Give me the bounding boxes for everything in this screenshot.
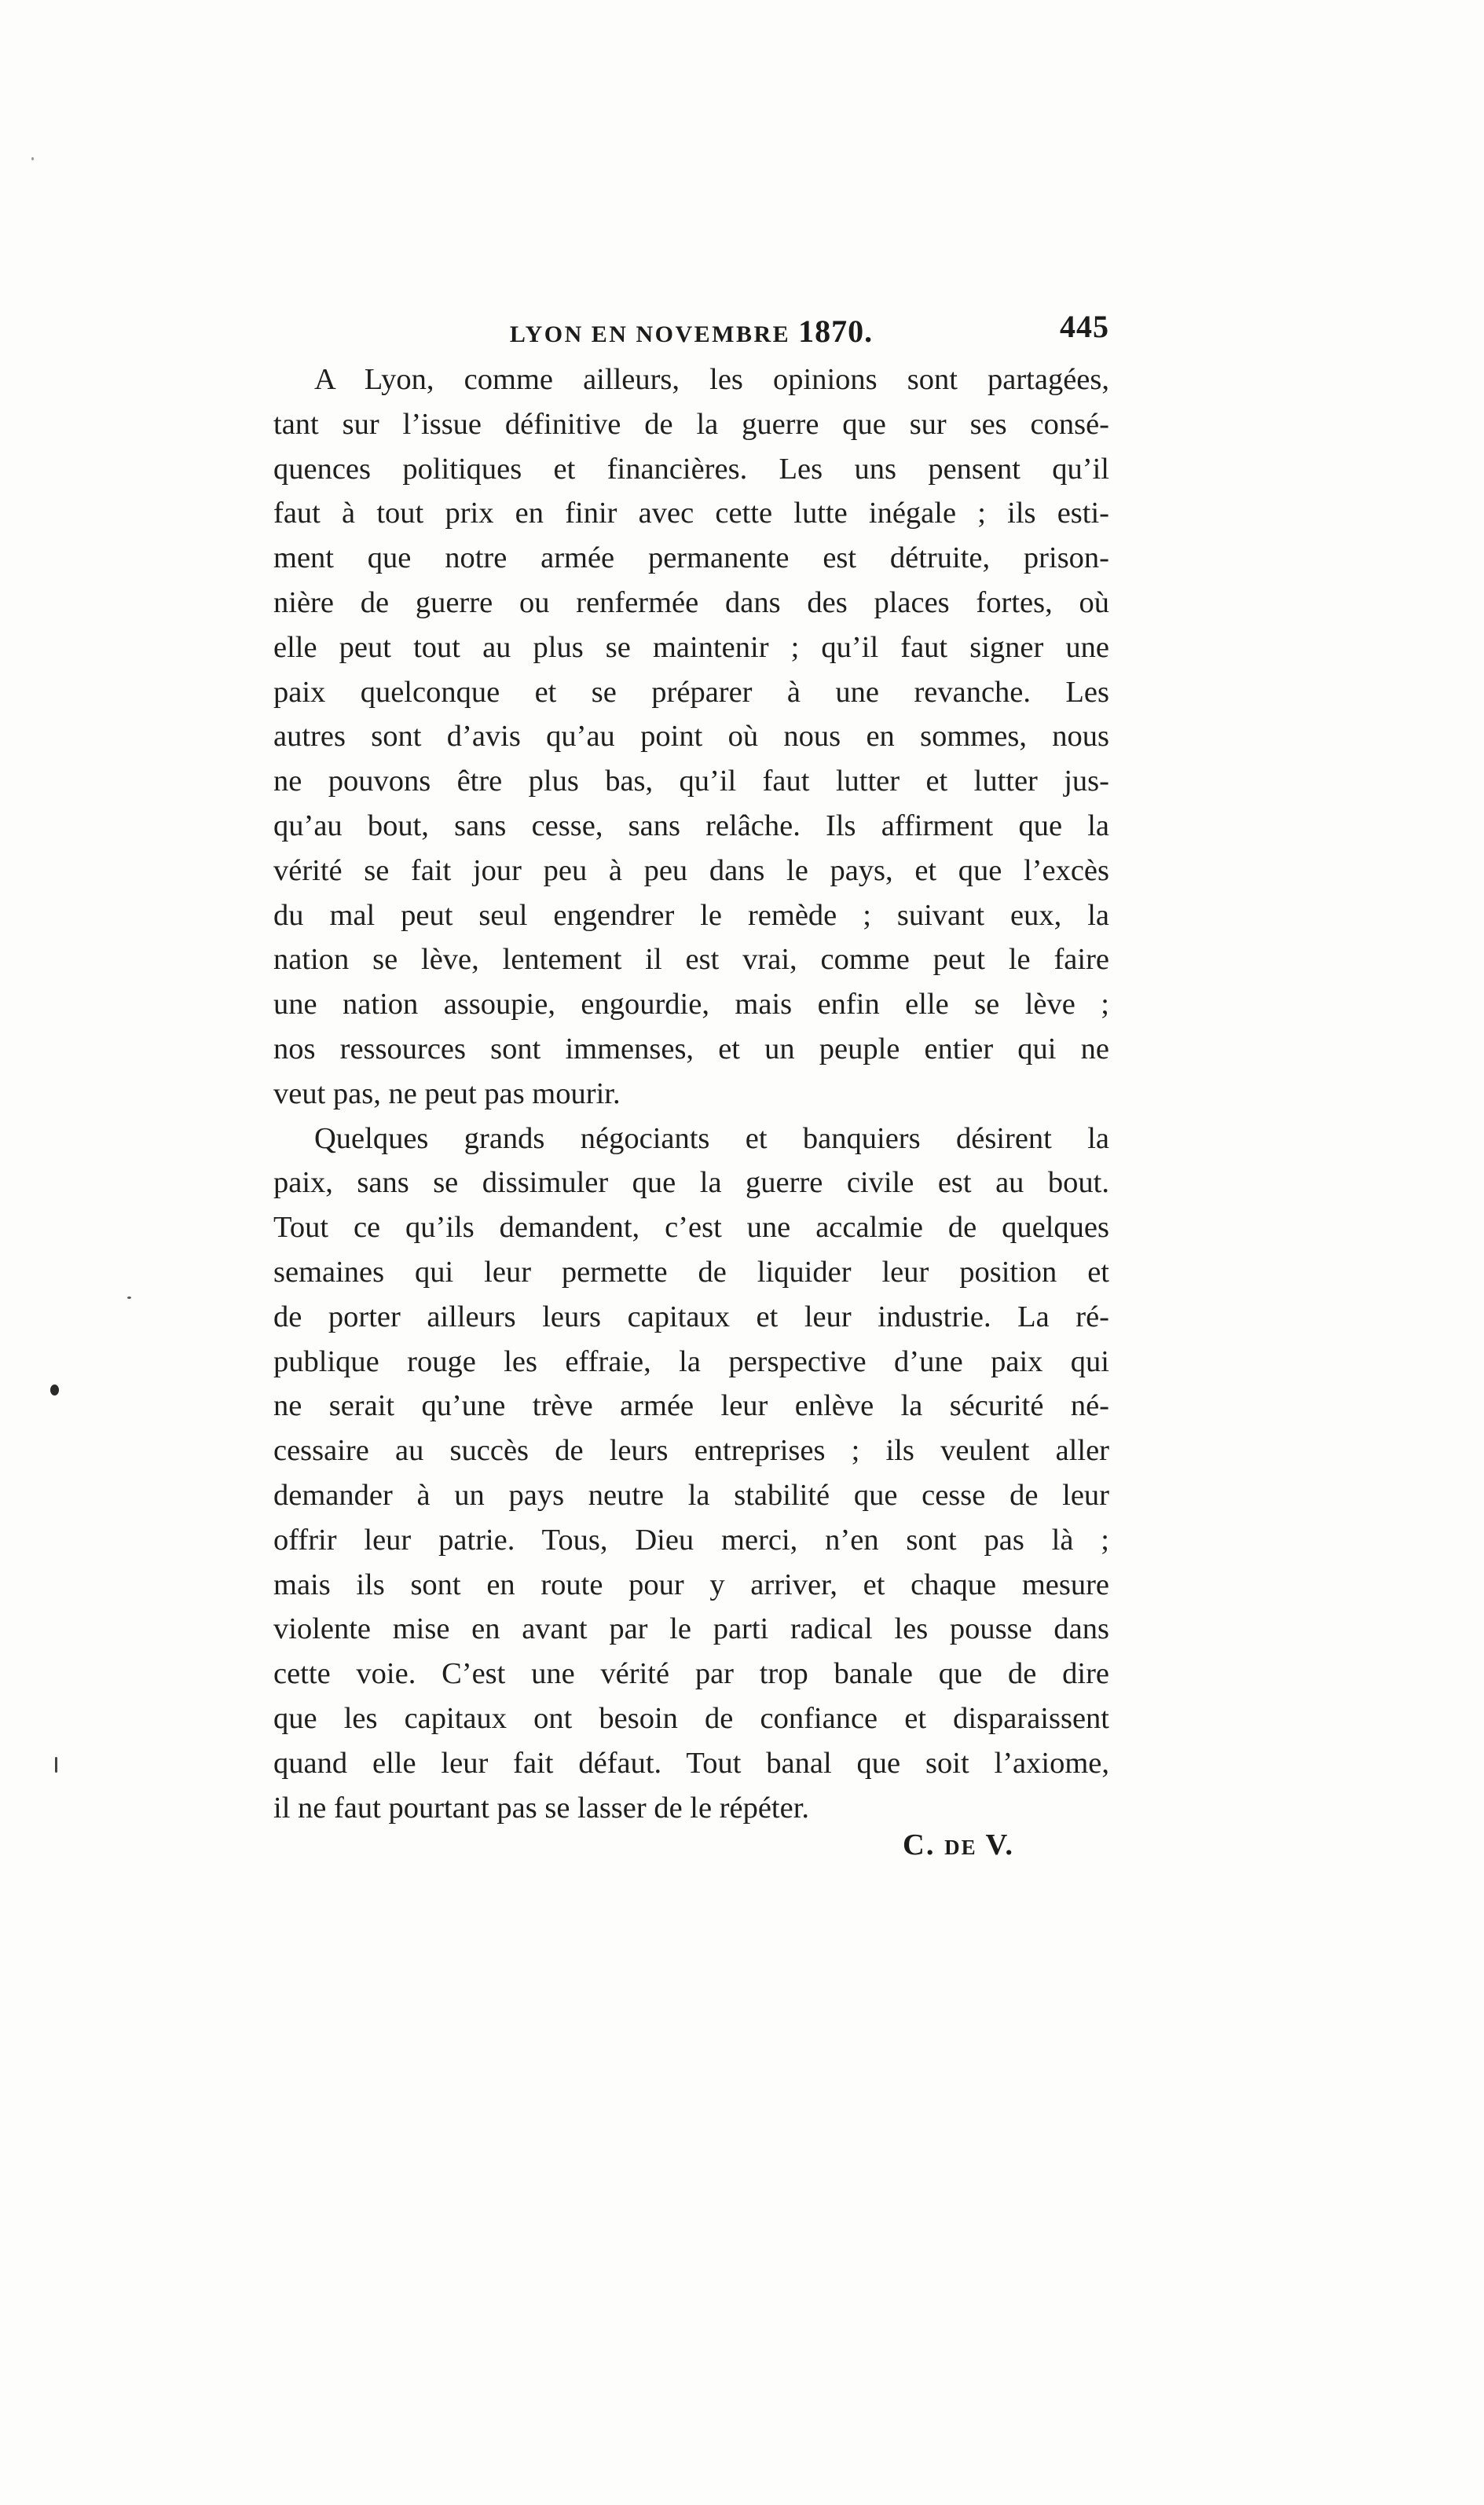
text-line: elle peut tout au plus se maintenir ; qu’il faut signer une [273, 630, 1109, 664]
text-line: paix, sans se dissimuler que la guerre civile est au bout. [273, 1166, 1109, 1200]
ink-speck [127, 1297, 131, 1299]
text-line: qu’au bout, sans cesse, sans relâche. Ils affirment que la [273, 809, 1109, 842]
body-text [273, 358, 1109, 1830]
text-line: cessaire au succès de leurs entreprises ; ils veulent aller [273, 1434, 1109, 1468]
text-line: de porter ailleurs leurs capitaux et leur industrie. La ré- [273, 1300, 1109, 1333]
text-line: cette voie. C’est une vérité par trop banale que de dire [273, 1657, 1109, 1691]
text-line: une nation assoupie, engourdie, mais enfin elle se lève ; [273, 988, 1109, 1021]
paragraph-2 [273, 1117, 1109, 1831]
ink-speck [50, 1385, 59, 1396]
text-line: faut à tout prix en finir avec cette lutte inégale ; ils esti- [273, 497, 1109, 530]
text-line: il ne faut pourtant pas se lasser de le répéter. [273, 1791, 810, 1825]
text-line: ne pouvons être plus bas, qu’il faut lutter et lutter jus- [273, 765, 1109, 798]
author-signature [903, 1828, 1014, 1862]
text-line: veut pas, ne peut pas mourir. [273, 1076, 621, 1110]
running-title-text: LYON EN NOVEMBRE [509, 321, 799, 347]
text-line: quand elle leur fait défaut. Tout banal que soit l’axiome, [273, 1746, 1109, 1780]
text-line: ne serait qu’une trève armée leur enlève la sécurité né- [273, 1389, 1109, 1423]
running-title-year: 1870. [798, 314, 874, 349]
text-line: du mal peut seul engendrer le remède ; suivant eux, la [273, 898, 1109, 932]
ink-speck [55, 1757, 57, 1773]
text-line: publique rouge les effraie, la perspective d’une paix qui [273, 1344, 1109, 1378]
text-line: Tout ce qu’ils demandent, c’est une accalmie de quelques [273, 1211, 1109, 1245]
signature-name: V. [977, 1828, 1014, 1861]
text-line: A Lyon, comme ailleurs, les opinions sont partagées, [314, 363, 1109, 396]
text-line: paix quelconque et se préparer à une revanche. Les [273, 675, 1109, 709]
text-line: Quelques grands négociants et banquiers désirent la [314, 1121, 1109, 1155]
text-line: quences politiques et financières. Les uns pensent qu’il [273, 452, 1109, 486]
text-line: nos ressources sont immenses, et un peuple entier qui ne [273, 1032, 1109, 1065]
running-title [273, 313, 1109, 350]
signature-particle: DE [944, 1836, 977, 1859]
paragraph-1 [273, 358, 1109, 1117]
text-line: nière de guerre ou renfermée dans des places fortes, où [273, 585, 1109, 619]
text-line: ment que notre armée permanente est détruite, prison- [273, 541, 1109, 575]
signature-initial: C. [903, 1828, 945, 1861]
text-line: mais ils sont en route pour y arriver, et chaque mesure [273, 1568, 1109, 1601]
text-line: demander à un pays neutre la stabilité que cesse de leur [273, 1478, 1109, 1512]
running-head [273, 308, 1109, 355]
text-line: autres sont d’avis qu’au point où nous en sommes, nous [273, 720, 1109, 754]
text-line: nation se lève, lentement il est vrai, comme peut le faire [273, 943, 1109, 977]
text-line: tant sur l’issue définitive de la guerre que sur ses consé- [273, 407, 1109, 441]
text-line: vérité se fait jour peu à peu dans le pays, et que l’excès [273, 853, 1109, 887]
text-line: semaines qui leur permette de liquider leur position et [273, 1255, 1109, 1289]
page-number: 445 [1060, 309, 1109, 344]
text-line: offrir leur patrie. Tous, Dieu merci, n’en sont pas là ; [273, 1523, 1109, 1557]
text-line: que les capitaux ont besoin de confiance et disparaissent [273, 1701, 1109, 1735]
text-line: violente mise en avant par le parti radical les pousse dans [273, 1612, 1109, 1646]
ink-speck [31, 157, 34, 160]
